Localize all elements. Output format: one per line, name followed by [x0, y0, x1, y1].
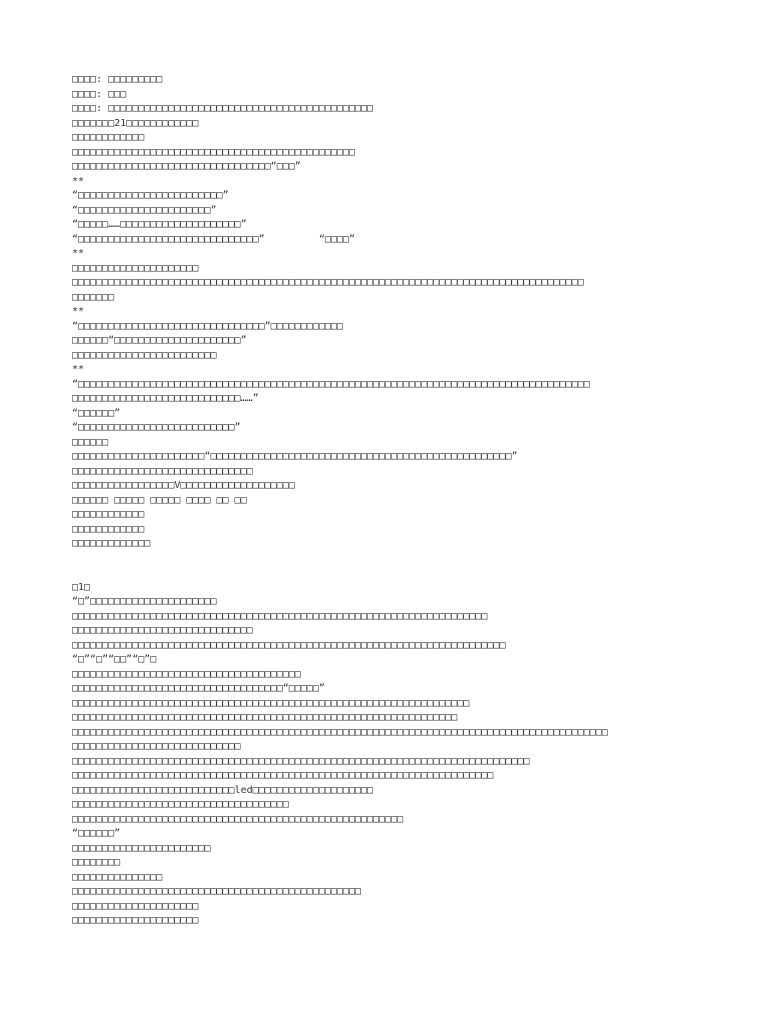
text-line: □□□□□□□□□□□□□□□□□□□□□□□□□□□□ [72, 741, 241, 752]
text-line: □□□□□□□21□□□□□□□□□□□□ [72, 117, 199, 129]
document-block-1 [72, 73, 728, 552]
document-block-2 [72, 581, 728, 929]
text-line: □□□□□□□□□□□□□□□□□V□□□□□□□□□□□□□□□□□□□ [72, 480, 295, 491]
text-line: □□□□□□□□□□□□□□□□□□□□□□□□□□□□□□□□□□□□□□□□□□□□□□□□□□□□□□□ [72, 813, 404, 825]
document-page [72, 73, 728, 929]
text-line: ** [72, 248, 85, 259]
text-line: □□□□: □□□ [72, 88, 127, 100]
text-line: “□”□□□□□□□□□□□□□□□□□□□□□ [72, 596, 217, 607]
text-line: □□□□□□□□□□□□□□□□□□□□□□□□□□□led□□□□□□□□□□□□□□□□□□□□ [72, 784, 374, 796]
text-line: □□□□□□□□□□□□□□□□□□□□□□□□□□□□□□□□□□□□□□□□□□□□□□□□□□□□□□□□□□□□□□□□□□ [72, 697, 470, 709]
text-line: □□□□□□□□ [72, 857, 121, 868]
text-line: “□□□□□□□□□□□□□□□□□□□□□□□□□□□□□□” “□□□□” [72, 233, 355, 245]
text-line: □□□□□□□□□□□□□□□□□□□□□□□□□□□□□□□□□□□□□□□□□□□□□□□□□□□□□□□□□□□□□□□□ [72, 712, 458, 723]
text-line: □□□□□□□□□□□□□□□□□□□□□□□□□□□□□□□□□□□□□□□□□□□□□□□□□□□□□□□□□□□□□□□□□□□□□□□□□□□□□□□□□□□□□ [72, 277, 584, 288]
text-line: □□□□: □□□□□□□□□□□□□□□□□□□□□□□□□□□□□□□□□□□□□□□□□□□□ [72, 103, 374, 114]
text-line: □□□□□□□□□□□□□□□□□□□□□□□□□□□□□□□□□□□□□□□□□□□□□□□□□□□□□□□□□□□□□□□□□□□□□□ [72, 770, 494, 781]
text-line: □□□□□□□□□□□□ [72, 509, 145, 520]
text-line: “□□□□□□□□□□□□□□□□□□□□□□□□□□□□□□□□□□□□□□□□□□□□□□□□□□□□□□□□□□□□□□□□□□□□□□□□□□□□□□□□□□□□□ [72, 378, 590, 390]
text-line: “□□□□□□□□□□□□□□□□□□□□□□□□” [72, 190, 229, 201]
text-line: □1□ [72, 581, 91, 593]
text-line: “□”“□”“□□”“□”□ [72, 654, 157, 665]
text-line: □□□□□□□□□□□□□□□□□□□□□□□□□□□□□□□□□□□□□□□□□□□□□□□□ [72, 886, 361, 897]
text-line: □□□□□□□□□□□□□□□□□□□□□□□□□□□□□□□□□□□□□□ [72, 668, 301, 680]
text-line: □□□□□□□□□□□□□□□□□□□□□□□□□□□□……” [72, 393, 259, 404]
text-line: □□□□□□□□□□□□ [72, 132, 145, 143]
text-line: “□□□□□□□□□□□□□□□□□□□□□□” [72, 204, 217, 216]
text-line: □□□□□□□□□□□□□□□□□□□□□□□□□□□□□□□□□□□□ [72, 799, 289, 810]
text-line: □□□□□□□□□□□□□□□□□□□□□□□□□□□□□□□□□□□□□□□□□□□□□□□□□□□□□□□□□□□□□□□□□□□□□□□□ [72, 639, 506, 651]
text-line: “□□□□□□□□□□□□□□□□□□□□□□□□□□” [72, 422, 241, 433]
text-line: □□□□□□□□□□□□□□□□□□□□□□□□□□□□□□□□□□□□□□□□□□□□□□□ [72, 146, 355, 158]
text-line: □□□□□□□□□□□□□□□□□□□□□□□□□□□□□□ [72, 465, 253, 477]
text-line: “□□□□□……□□□□□□□□□□□□□□□□□□□□” [72, 219, 247, 230]
text-line: ** [72, 306, 85, 317]
text-line: □□□□□□□□□□□□□□□ [72, 871, 163, 883]
section-gap [72, 552, 728, 581]
text-line: ** [72, 175, 85, 187]
text-line: □□□□□□□□□□□□□□□□□□□□□□□□ [72, 349, 217, 361]
text-line: □□□□: □□□□□□□□□ [72, 74, 163, 85]
text-line: □□□□□□□□□□□□□□□□□□□□□□□ [72, 842, 211, 854]
text-line: □□□□□□□□□□□□□□□□□□□□□□□□□□□□□□□□□□□□□□□□□□□□□□□□□□□□□□□□□□□□□□□□□□□□□ [72, 610, 488, 622]
text-line: □□□□□□□□□□□□□□□□□□□□□ [72, 262, 199, 274]
text-line: □□□□□□□□□□□□□ [72, 538, 151, 549]
text-line: “□□□□□□□□□□□□□□□□□□□□□□□□□□□□□□□”□□□□□□□□□□□□ [72, 320, 343, 332]
text-line: □□□□□□□□□□□□□□□□□□□□□□□□□□□□□□ [72, 625, 253, 636]
text-line: □□□□□□□ [72, 291, 115, 303]
text-line: □□□□□□□□□□□□□□□□□□□□□ [72, 915, 199, 926]
text-line: □□□□□□□□□□□□□□□□□□□□□□□□□□□□□□□□□□□“□□□□□” [72, 683, 325, 694]
text-line: □□□□□□□□□□□□□□□□□□□□□□□□□□□□□□□□□□□□□□□□□□□□□□□□□□□□□□□□□□□□□□□□□□□□□□□□□□□□□□□□□□□□□□□□□ [72, 726, 608, 738]
text-line: □□□□□□“□□□□□□□□□□□□□□□□□□□□□” [72, 335, 247, 346]
text-line: □□□□□□ [72, 436, 109, 448]
text-line: □□□□□□□□□□□□□□□□□□□□□ [72, 900, 199, 912]
text-line: □□□□□□□□□□□□□□□□□□□□□□□□□□□□□□□□□□□□□□□□□□□□□□□□□□□□□□□□□□□□□□□□□□□□□□□□□□□□ [72, 755, 530, 767]
text-line: □□□□□□□□□□□□□□□□□□□□□□“□□□□□□□□□□□□□□□□□□□□□□□□□□□□□□□□□□□□□□□□□□□□□□□□□□” [72, 451, 518, 462]
text-line: □□□□□□□□□□□□□□□□□□□□□□□□□□□□□□□□□“□□□” [72, 161, 301, 172]
text-line: □□□□□□ □□□□□ □□□□□ □□□□ □□ □□ [72, 494, 247, 506]
text-line: “□□□□□□” [72, 407, 121, 419]
text-line: □□□□□□□□□□□□ [72, 523, 145, 535]
text-line: “□□□□□□” [72, 828, 121, 839]
text-line: ** [72, 364, 85, 375]
